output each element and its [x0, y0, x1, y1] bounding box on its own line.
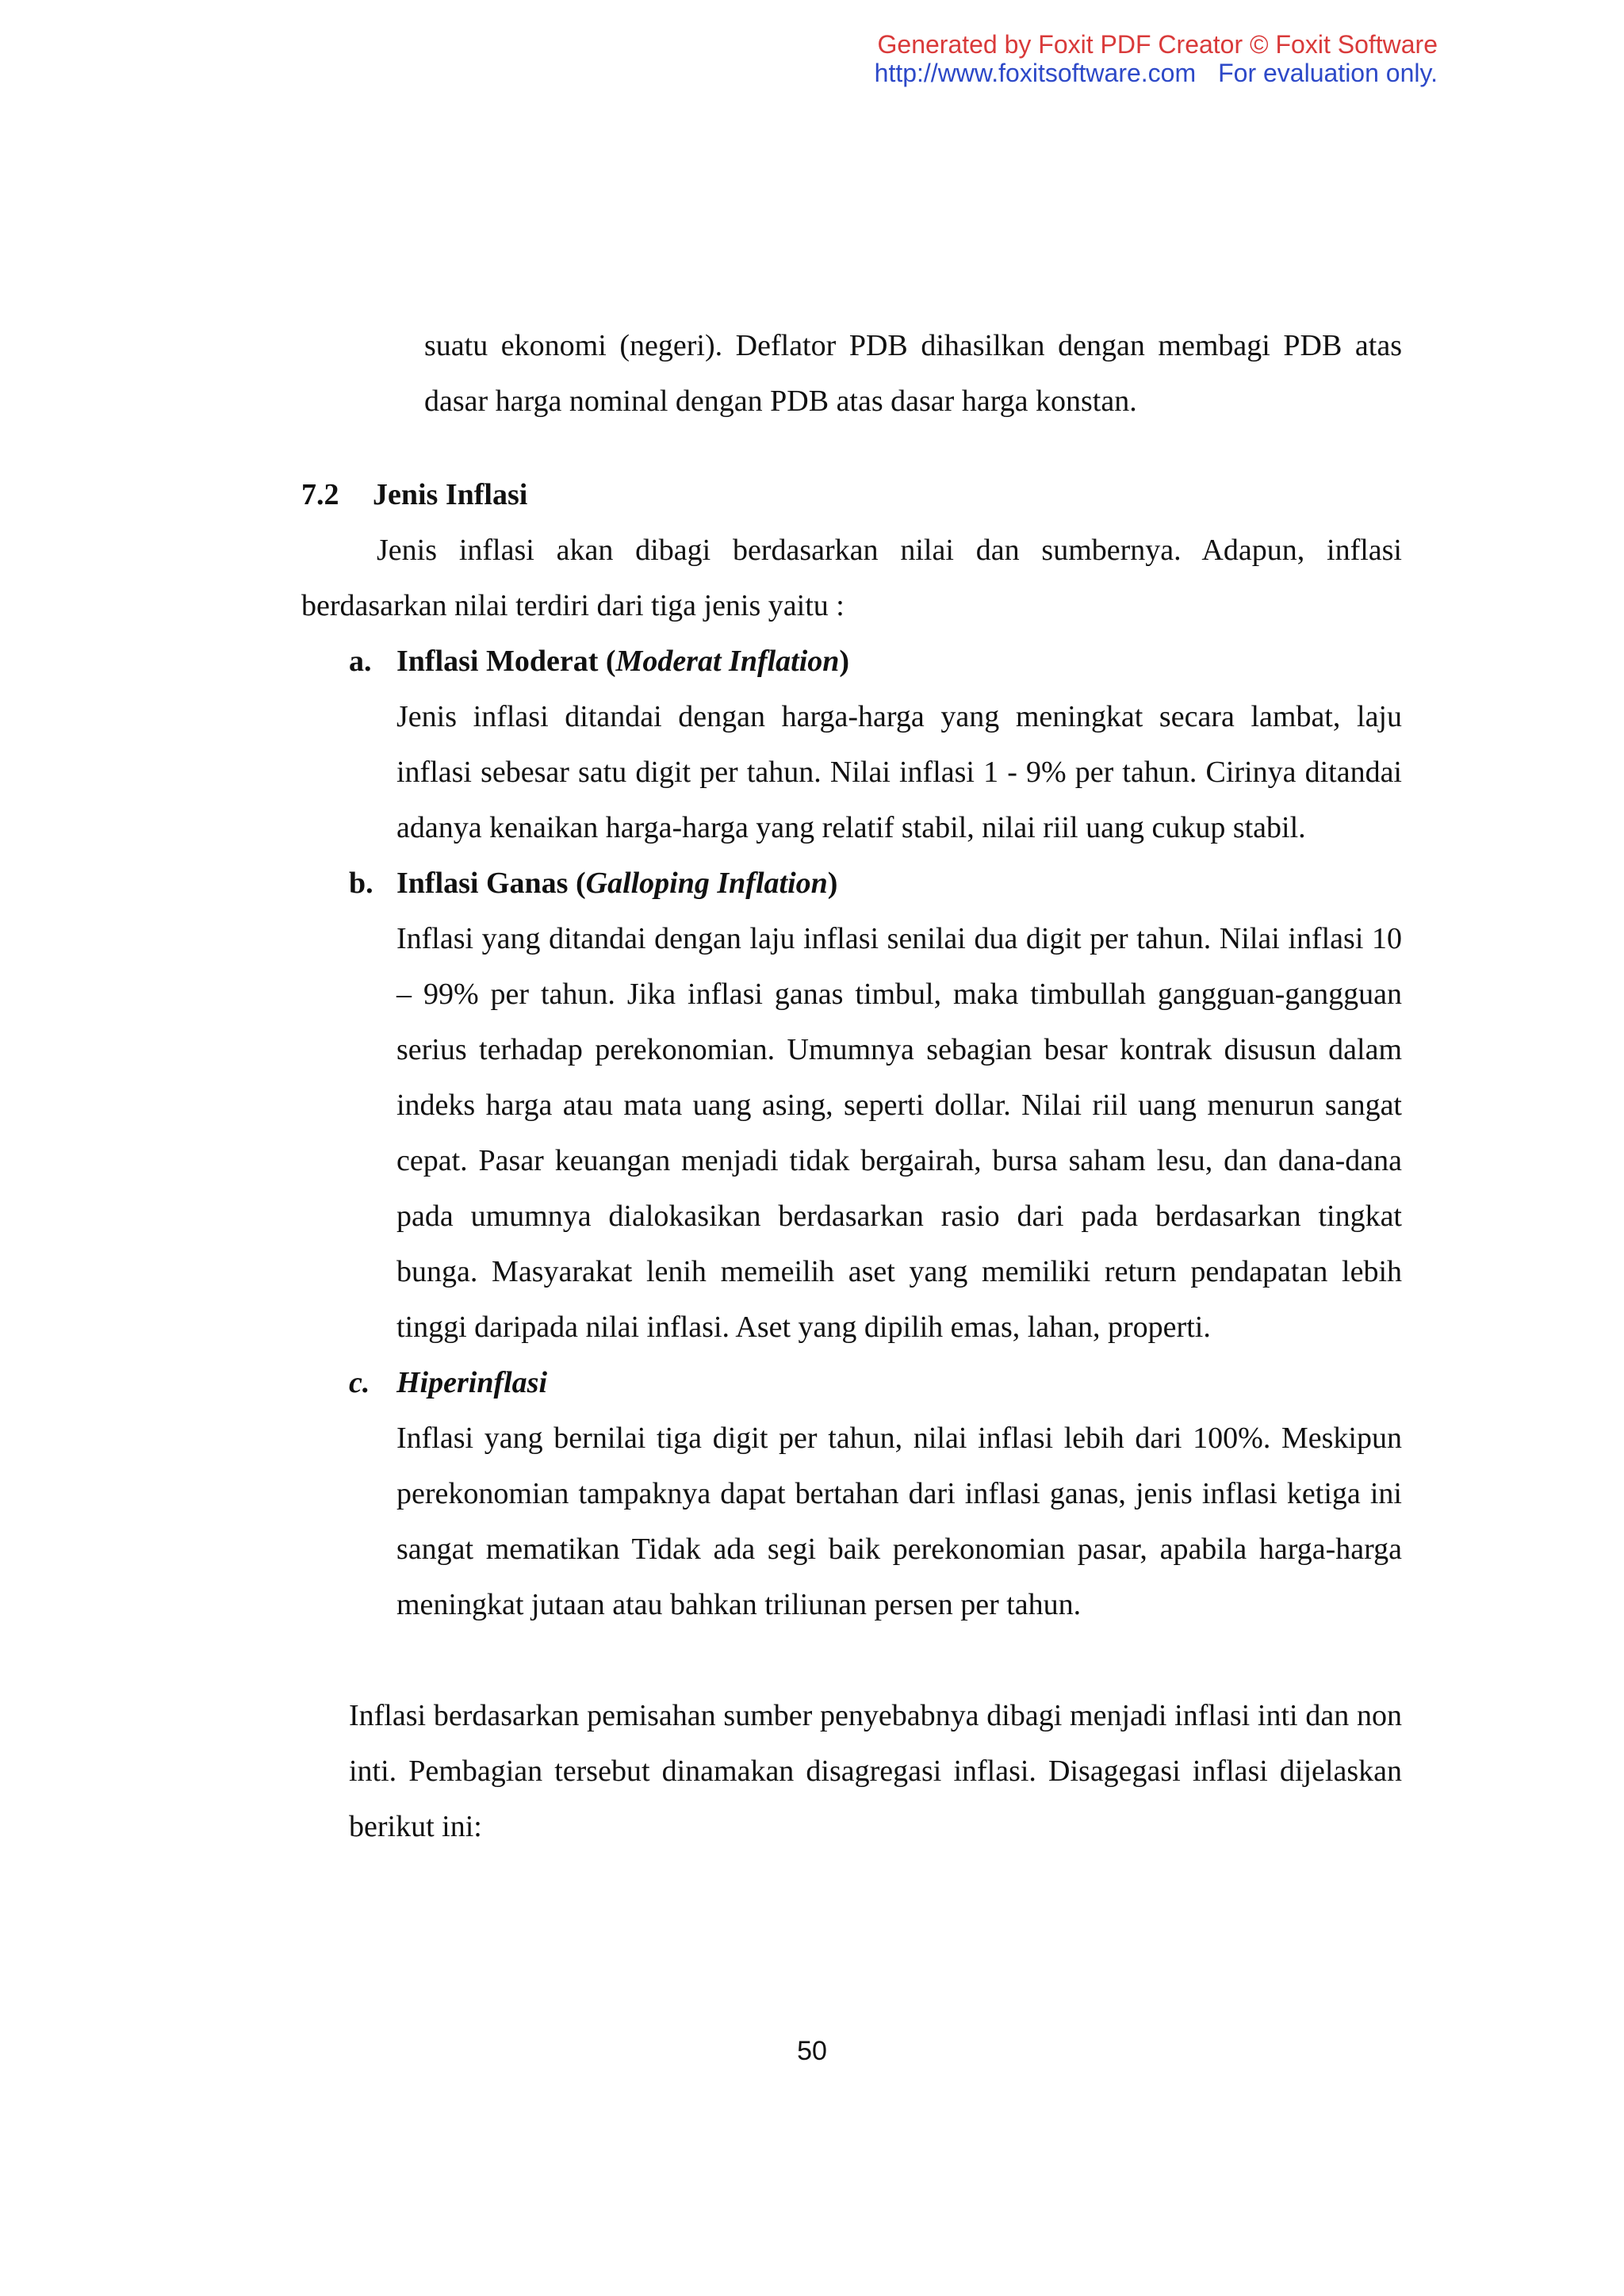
watermark-line1: Generated by Foxit PDF Creator © Foxit Software — [877, 30, 1438, 59]
list-item-c — [349, 1355, 1402, 1632]
item-body: Inflasi yang ditandai dengan laju inflasi senilai dua digit per tahun. Nilai inflasi 10 – 99% per tahun. Jika inflasi ganas timbul, maka timbullah gangguan-gangguan serius terhadap perekonomian. Umumnya sebagian besar kontrak disusun dalam indeks harga atau mata uang asing, seperti dollar. Nilai riil uang menurun sangat cepat. Pasar keuangan menjadi tidak bergairah, bursa saham lesu, dan dana-dana pada umumnya dialokasikan berdasarkan rasio dari pada berdasarkan tingkat bunga. Masyarakat lenih memeilih aset yang memiliki return pendapatan lebih tinggi daripada nilai inflasi. Aset yang dipilih emas, lahan, properti. — [396, 922, 1402, 1344]
watermark — [724, 30, 1438, 87]
item-letter: a. — [349, 645, 372, 678]
item-title-italic: Galloping Inflation — [585, 867, 828, 900]
list-item-b — [349, 855, 1402, 1355]
closing-paragraph: Inflasi berdasarkan pemisahan sumber penyebabnya dibagi menjadi inflasi inti dan non inti. Pembagian tersebut dinamakan disagregasi inflasi. Disagegasi inflasi dijelaskan berikut ini: — [349, 1699, 1402, 1843]
item-body: Inflasi yang bernilai tiga digit per tahun, nilai inflasi lebih dari 100%. Meskipun perekonomian tampaknya dapat bertahan dari inflasi ganas, jenis inflasi ketiga ini sangat mematikan Tidak ada segi baik perekonomian pasar, apabila harga-harga meningkat jutaan atau bahkan triliunan persen per tahun. — [396, 1422, 1402, 1621]
section-title: Jenis Inflasi — [373, 478, 528, 511]
item-title — [349, 855, 1402, 911]
item-title — [349, 633, 1402, 689]
list-item-a — [349, 633, 1402, 855]
item-body: Jenis inflasi ditandai dengan harga-harga yang meningkat secara lambat, laju inflasi sebesar satu digit per tahun. Nilai inflasi 1 - 9% per tahun. Cirinya ditandai adanya kenaikan harga-harga yang relatif stabil, nilai riil uang cukup stabil. — [396, 700, 1402, 844]
item-title-italic: Moderat Inflation — [615, 645, 840, 678]
watermark-url[interactable]: http://www.foxitsoftware.com — [874, 59, 1197, 87]
item-title-end: ) — [827, 867, 838, 900]
watermark-note: For evaluation only. — [1218, 59, 1438, 87]
item-letter: b. — [349, 867, 373, 900]
section-number: 7.2 — [301, 478, 339, 511]
continuation-paragraph: suatu ekonomi (negeri). Deflator PDB dihasilkan dengan membagi PDB atas dasar harga nominal dengan PDB atas dasar harga konstan. — [424, 329, 1402, 418]
item-letter: c. — [349, 1366, 370, 1399]
page-content — [301, 318, 1402, 1854]
item-title — [349, 1355, 1402, 1410]
item-title-end: ) — [839, 645, 850, 678]
page-number: 50 — [797, 2036, 827, 2066]
watermark-line2 — [724, 59, 1438, 87]
section-intro: Jenis inflasi akan dibagi berdasarkan nilai dan sumbernya. Adapun, inflasi berdasarkan nilai terdiri dari tiga jenis yaitu : — [301, 534, 1402, 622]
item-title-bold: Inflasi Ganas ( — [396, 867, 586, 900]
item-title-bold: Inflasi Moderat ( — [396, 645, 616, 678]
section-heading — [301, 467, 1402, 522]
item-title-italic: Hiperinflasi — [396, 1366, 548, 1399]
